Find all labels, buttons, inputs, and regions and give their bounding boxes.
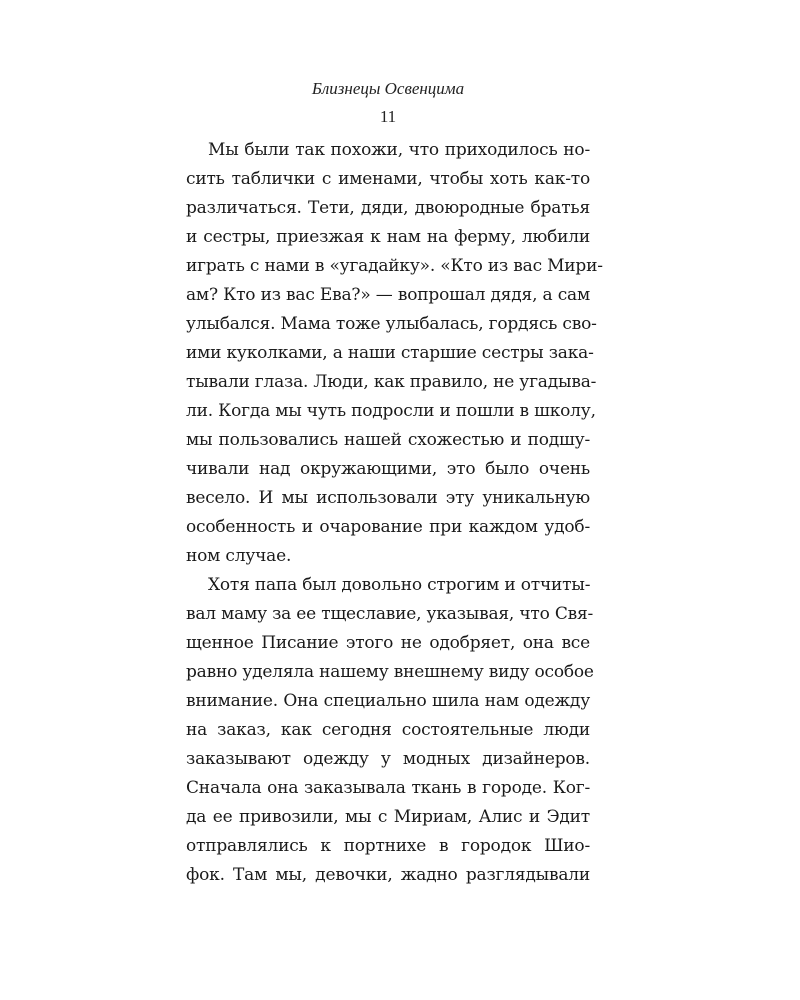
text-line: ими куколками, а наши старшие сестры зака- xyxy=(186,343,594,363)
paragraph-2 xyxy=(186,571,594,890)
text-line: особенность и очарование при каждом удоб- xyxy=(186,517,590,537)
text-line: и сестры, приезжая к нам на ферму, любили xyxy=(186,227,590,247)
text-line: сить таблички с именами, чтобы хоть как-то xyxy=(186,169,590,189)
text-line: на заказ, как сегодня состоятельные люди xyxy=(186,720,590,740)
paragraph-1 xyxy=(186,136,603,571)
text-line: да ее привозили, мы с Мириам, Алис и Эдит xyxy=(186,807,590,827)
text-line: играть с нами в «угадайку». «Кто из вас Мири- xyxy=(186,256,603,276)
text-line: отправлялись к портнихе в городок Шио- xyxy=(186,836,590,856)
text-line: тывали глаза. Люди, как правило, не угадыва- xyxy=(186,372,597,392)
text-line: Хотя папа был довольно строгим и отчиты- xyxy=(208,575,591,595)
text-line: ли. Когда мы чуть подросли и пошли в школу, xyxy=(186,401,596,421)
text-line: мы пользовались нашей схожестью и подшу- xyxy=(186,430,590,450)
text-line: ам? Кто из вас Ева?» — вопрошал дядя, а сам xyxy=(186,285,590,305)
text-line: Сначала она заказывала ткань в городе. Ког- xyxy=(186,778,590,798)
text-line: вал маму за ее тщеславие, указывая, что Свя- xyxy=(186,604,594,624)
text-line: различаться. Тети, дяди, двоюродные братья xyxy=(186,198,590,218)
text-line: улыбался. Мама тоже улыбалась, гордясь сво- xyxy=(186,314,597,334)
book-page xyxy=(186,78,603,890)
text-line: фок. Там мы, девочки, жадно разглядывали xyxy=(186,865,590,885)
text-line: весело. И мы использовали эту уникальную xyxy=(186,488,590,508)
text-line: щенное Писание этого не одобряет, она все xyxy=(186,633,590,653)
text-line: внимание. Она специально шила нам одежду xyxy=(186,691,590,711)
text-line: чивали над окружающими, это было очень xyxy=(186,459,590,479)
text-line: Мы были так похожи, что приходилось но- xyxy=(208,140,590,160)
running-head-title: Близнецы Освенцима xyxy=(311,79,465,98)
page-number: 11 xyxy=(379,107,397,126)
text-line: заказывают одежду у модных дизайнеров. xyxy=(186,749,590,769)
text-line: ном случае. xyxy=(186,546,292,566)
text-line: равно уделяла нашему внешнему виду особое xyxy=(186,662,594,682)
